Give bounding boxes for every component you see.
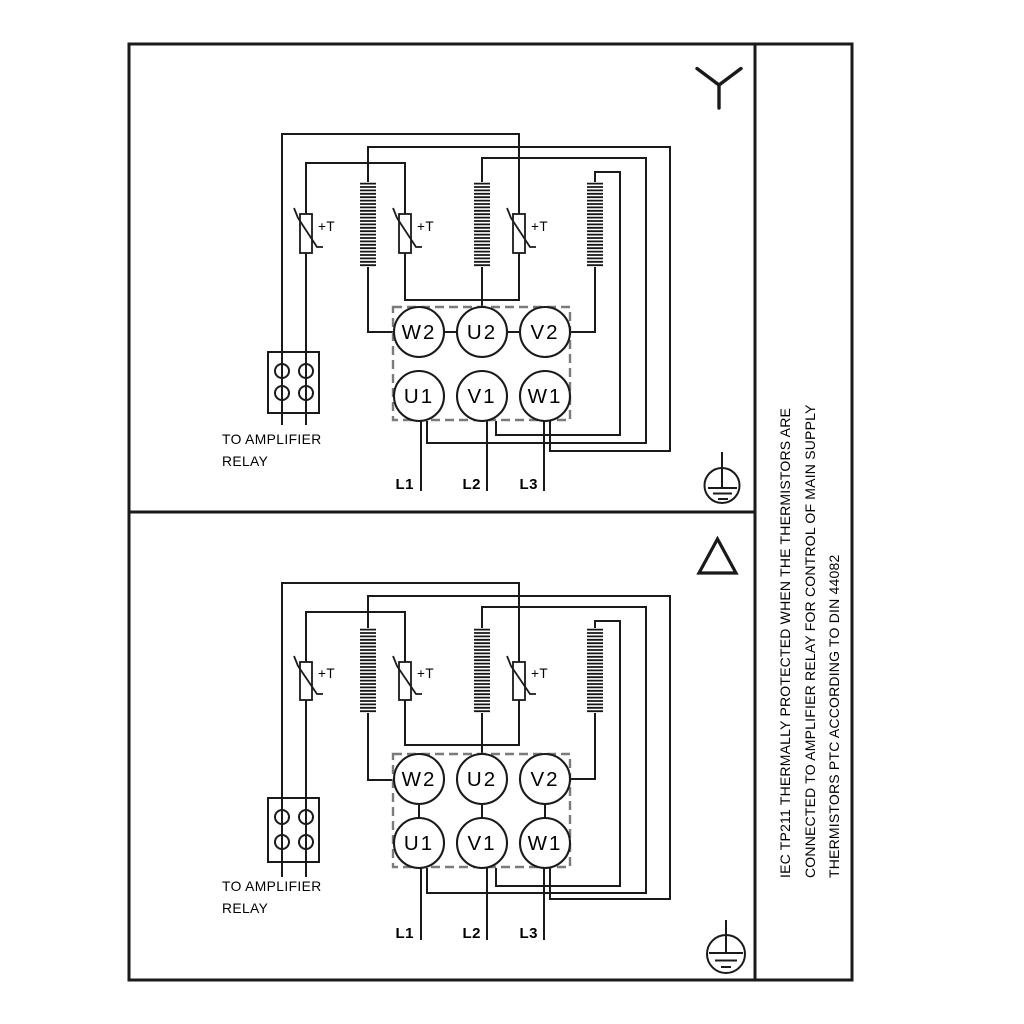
thermistor-label: +T — [417, 219, 435, 234]
terminal-box — [393, 307, 570, 421]
supply-label-L3: L3 — [519, 925, 538, 942]
thermistor-icon — [507, 656, 548, 700]
relay-box — [268, 798, 319, 862]
motor-windings — [360, 628, 604, 713]
thermistor-label: +T — [531, 219, 549, 234]
thermistors — [294, 208, 548, 253]
thermistor-label: +T — [417, 666, 435, 681]
thermistor-icon — [294, 656, 335, 700]
terminal-label: V1 — [467, 385, 497, 408]
side-note-line: CONNECTED TO AMPLIFIER RELAY FOR CONTROL OF MAIN SUPPLY — [802, 404, 818, 878]
relay-caption: TO AMPLIFIER — [222, 879, 322, 894]
wire-thermistor1-thermistor2 — [306, 163, 405, 215]
wire-winding3-to-V2 — [570, 267, 595, 332]
wire-thermistor2-thermistor3 — [405, 700, 519, 745]
wire-winding1-to-W2 — [368, 713, 394, 780]
panel-star — [222, 69, 741, 504]
terminal-label: V1 — [467, 832, 497, 855]
star-symbol-icon — [697, 69, 741, 109]
delta-symbol-icon — [699, 539, 736, 573]
terminal-label: W1 — [527, 832, 563, 855]
relay-caption: RELAY — [222, 901, 269, 916]
relay-box — [268, 352, 319, 413]
supply-label-L1: L1 — [395, 476, 414, 493]
relay-caption: TO AMPLIFIER — [222, 432, 322, 447]
terminal-label: W1 — [527, 385, 563, 408]
thermistor-label: +T — [531, 666, 549, 681]
wire-winding3-to-V2 — [570, 713, 595, 779]
thermistor-label: +T — [318, 219, 336, 234]
relay-caption: RELAY — [222, 454, 269, 469]
wire-winding1-to-W2 — [368, 267, 394, 332]
side-note — [777, 404, 842, 878]
terminal-label: U2 — [466, 768, 498, 791]
thermistor-label: +T — [318, 666, 336, 681]
wire-thermistor2-thermistor3 — [405, 253, 519, 300]
ground-icon — [705, 452, 740, 503]
thermistor-icon — [507, 208, 548, 253]
supply-label-L3: L3 — [519, 476, 538, 493]
terminal-label: V2 — [530, 768, 560, 791]
ground-icon — [707, 920, 745, 973]
thermistor-icon — [294, 208, 335, 253]
motor-windings — [360, 182, 604, 267]
supply-label-L2: L2 — [462, 925, 481, 942]
terminal-label: W2 — [401, 321, 437, 344]
terminal-label: U2 — [466, 321, 498, 344]
thermistor-icon — [393, 208, 434, 253]
supply-label-L1: L1 — [395, 925, 414, 942]
terminal-label: W2 — [401, 768, 437, 791]
supply-label-L2: L2 — [462, 476, 481, 493]
supply-labels — [395, 476, 538, 493]
terminal-label: U1 — [403, 832, 435, 855]
panel-delta — [222, 539, 745, 973]
thermistor-icon — [393, 656, 434, 700]
terminal-label: V2 — [530, 321, 560, 344]
thermistors — [294, 656, 548, 700]
wire-thermistor1-thermistor2 — [306, 612, 405, 662]
supply-labels — [395, 925, 538, 942]
side-note-line: THERMISTORS PTC ACCORDING TO DIN 44082 — [826, 554, 842, 878]
side-note-line: IEC TP211 THERMALLY PROTECTED WHEN THE THERMISTORS ARE — [777, 407, 793, 878]
terminal-label: U1 — [403, 385, 435, 408]
